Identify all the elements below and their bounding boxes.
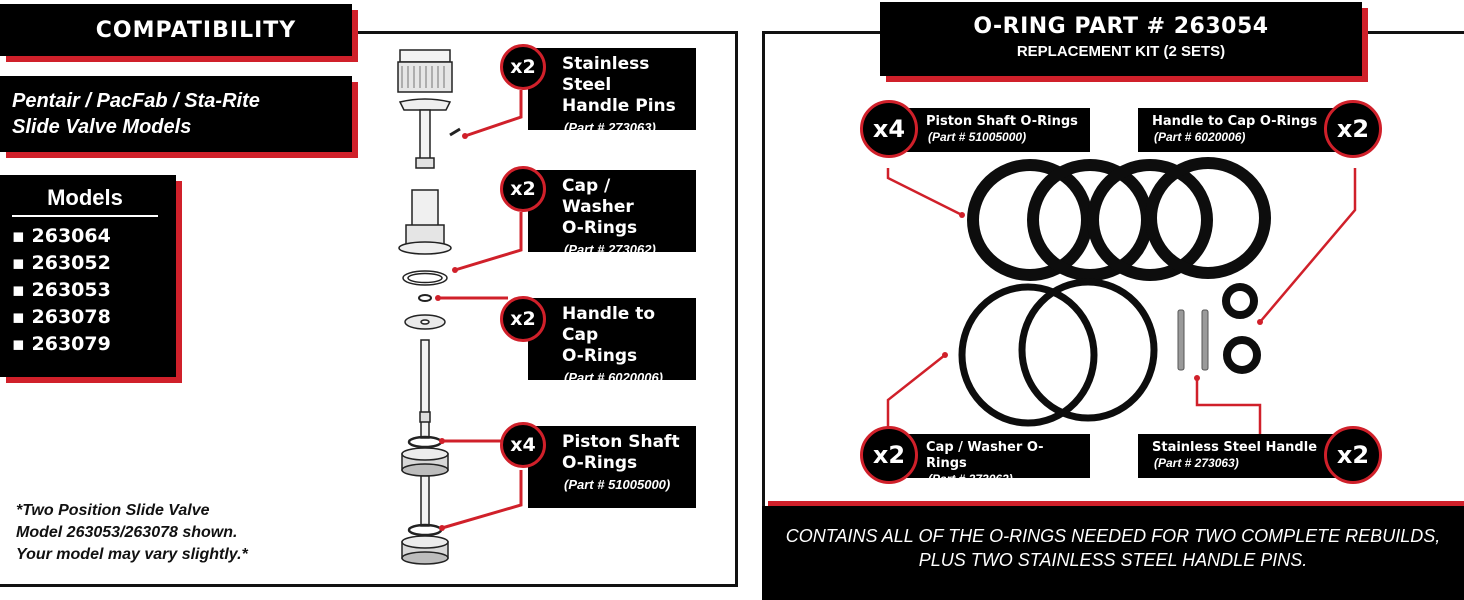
kit-callout-handle-pins	[1138, 434, 1338, 478]
callout-title: Handle to Cap O-Rings	[1152, 114, 1318, 129]
model-item: ▪ 263064	[12, 225, 111, 247]
callout-part-number: (Part # 273063)	[1154, 456, 1239, 470]
callout-title: Stainless Steel Handle	[1152, 440, 1318, 455]
callout-piston-shaft	[528, 426, 696, 508]
qty-badge: x4	[500, 422, 546, 468]
callout-cap-washer	[528, 170, 696, 257]
callout-title: O-Rings	[562, 453, 638, 473]
callout-title: Handle Pins	[562, 96, 676, 116]
kit-subtitle: REPLACEMENT KIT (2 SETS)	[1016, 43, 1226, 60]
model-number: 263064	[31, 225, 111, 247]
callout-part-number: (Part # 51005000)	[928, 130, 1027, 144]
callout-part-number: (Part # 273063)	[564, 120, 656, 135]
callout-part-number: (Part # 273062)	[928, 472, 1013, 486]
kit-callout-cap-washer	[896, 434, 1090, 486]
kit-callout-handle-to-cap	[1138, 108, 1338, 152]
kit-title-banner	[880, 2, 1362, 76]
note-line-2: Model 263053/263078 shown.	[16, 524, 238, 541]
callout-title: Handle to Cap	[562, 304, 656, 345]
kit-callout-piston-shaft	[896, 108, 1090, 152]
callout-title: O-Rings	[562, 218, 638, 238]
model-number: 263053	[31, 279, 111, 301]
model-number: 263079	[31, 333, 111, 355]
callout-handle-pins	[528, 48, 696, 135]
compatibility-banner	[0, 4, 352, 56]
compatibility-title: COMPATIBILITY	[95, 17, 297, 43]
model-item: ▪ 263079	[12, 333, 111, 355]
model-item: ▪ 263052	[12, 252, 111, 274]
callout-title: Piston Shaft	[562, 432, 680, 452]
callout-title: O-Rings	[562, 346, 638, 366]
models-heading: Models	[12, 185, 158, 217]
kit-title: O-RING PART # 263054	[973, 14, 1269, 39]
callout-title: Stainless Steel	[562, 54, 650, 95]
qty-badge: x2	[1324, 100, 1382, 158]
model-number: 263078	[31, 306, 111, 328]
qty-badge: x2	[500, 296, 546, 342]
model-item: ▪ 263078	[12, 306, 111, 328]
models-box	[0, 175, 176, 377]
qty-badge: x2	[500, 166, 546, 212]
model-item: ▪ 263053	[12, 279, 111, 301]
model-note	[16, 500, 248, 566]
qty-badge: x2	[500, 44, 546, 90]
callout-part-number: (Part # 6020006)	[1154, 130, 1246, 144]
qty-badge: x4	[860, 100, 918, 158]
callout-title: Cap / Washer	[562, 176, 634, 217]
kit-footer-banner	[762, 506, 1464, 600]
note-line-3: Your model may vary slightly.*	[16, 546, 248, 563]
footer-line-1: CONTAINS ALL OF THE O-RINGS NEEDED FOR TWO COMPLETE REBUILDS,	[785, 526, 1441, 546]
callout-part-number: (Part # 6020006)	[564, 370, 664, 385]
model-number: 263052	[31, 252, 111, 274]
valve-exploded-diagram	[380, 40, 490, 585]
o-ring-kit-photo	[860, 100, 1400, 490]
callout-title: Piston Shaft O-Rings	[926, 114, 1078, 129]
qty-badge: x2	[1324, 426, 1382, 484]
brand-line-2: Slide Valve Models	[12, 116, 192, 138]
footer-line-2: PLUS TWO STAINLESS STEEL HANDLE PINS.	[918, 550, 1308, 570]
callout-handle-to-cap	[528, 298, 696, 385]
brand-banner	[0, 76, 352, 152]
callout-title: Cap / Washer O-Rings	[926, 440, 1044, 471]
note-line-1: *Two Position Slide Valve	[16, 502, 210, 519]
brand-line-1: Pentair / PacFab / Sta-Rite	[12, 90, 260, 112]
callout-part-number: (Part # 273062)	[564, 242, 656, 257]
callout-part-number: (Part # 51005000)	[564, 477, 671, 492]
qty-badge: x2	[860, 426, 918, 484]
